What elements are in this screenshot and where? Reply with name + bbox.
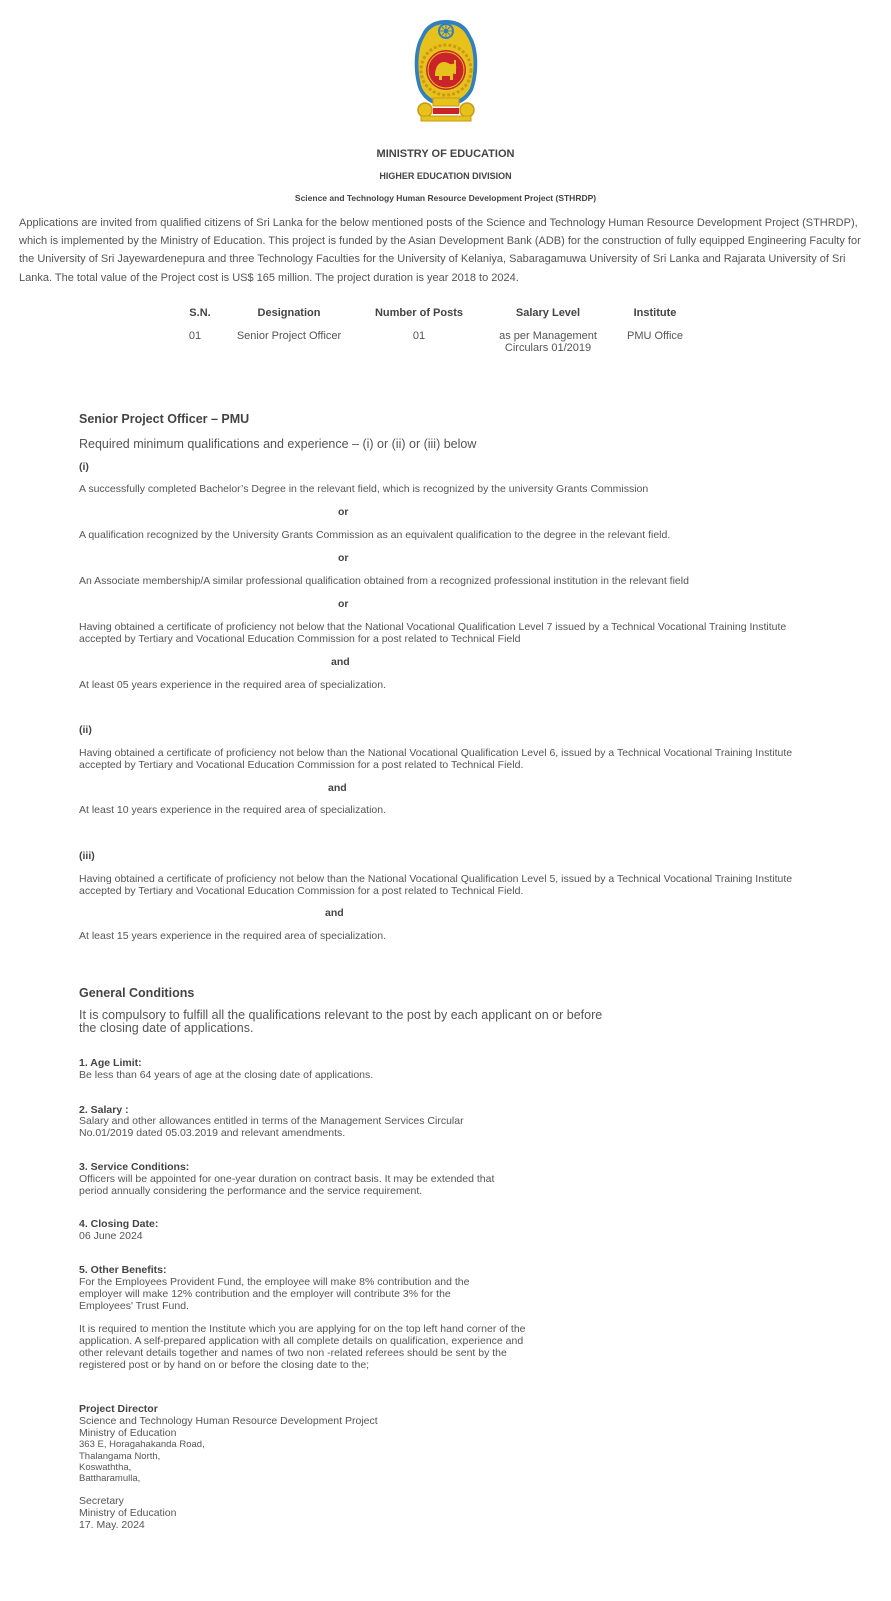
and-separator: and bbox=[331, 656, 350, 668]
table-cell-sn: 01 bbox=[188, 330, 202, 342]
benefits-text-line2: employer will make 12% contribution and the employer will contribute 3% for the bbox=[79, 1288, 451, 1300]
and-separator: and bbox=[325, 907, 344, 919]
salary-text-line2: No.01/2019 dated 05.03.2019 and relevant amendments. bbox=[79, 1127, 346, 1139]
table-cell-designation: Senior Project Officer bbox=[236, 330, 342, 342]
general-conditions-title: General Conditions bbox=[79, 986, 195, 1000]
option-i-qualification-4-line2: accepted by Tertiary and Vocational Education Commission for a post related to Technical Field bbox=[79, 633, 521, 645]
option-iii-experience: At least 15 years experience in the required area of specialization. bbox=[79, 930, 387, 942]
option-iii-qualification-line2: accepted by Tertiary and Vocational Education Commission for a post related to Technical Field. bbox=[79, 885, 524, 897]
benefits-text-line1: For the Employees Provident Fund, the employee will make 8% contribution and the bbox=[79, 1276, 470, 1288]
age-limit-text: Be less than 64 years of age at the closing date of applications. bbox=[79, 1069, 374, 1081]
table-cell-institute: PMU Office bbox=[626, 330, 684, 342]
table-cell-salary-line2: Circulars 01/2019 bbox=[504, 342, 592, 354]
address-line-2: Ministry of Education bbox=[79, 1427, 177, 1439]
or-separator: or bbox=[338, 506, 349, 518]
option-i-qualification-3: An Associate membership/A similar professional qualification obtained from a recognized professional institution in the relevant field bbox=[79, 575, 689, 587]
table-cell-salary-line1: as per Management bbox=[499, 330, 597, 342]
address-line-5: Koswaththa, bbox=[79, 1462, 132, 1473]
option-i-qualification-1: A successfully completed Bachelor’s Degree in the relevant field, which is recognized by the university Grants Commission bbox=[79, 483, 649, 495]
age-limit-title: 1. Age Limit: bbox=[79, 1057, 142, 1069]
apply-text-line2: application. A self-prepared application with all complete details on qualification, experience and bbox=[79, 1335, 524, 1347]
or-separator: or bbox=[338, 598, 349, 610]
address-line-4: Thalangama North, bbox=[79, 1451, 161, 1462]
salary-title: 2. Salary : bbox=[79, 1104, 129, 1116]
post-title: Senior Project Officer – PMU bbox=[79, 412, 250, 426]
signature-date: 17. May. 2024 bbox=[79, 1519, 145, 1531]
option-ii-qualification-line1: Having obtained a certificate of proficiency not below than the National Vocational Qualification Level 6, issued by a Technical Vocational Training Institute bbox=[79, 747, 793, 759]
apply-text-line4: registered post or by hand on or before the closing date to the; bbox=[79, 1359, 370, 1371]
option-i-qualification-2: A qualification recognized by the University Grants Commission as an equivalent qualification to the degree in the relevant field. bbox=[79, 529, 671, 541]
option-iii-qualification-line1: Having obtained a certificate of proficiency not below than the National Vocational Qualification Level 5, issued by a Technical Vocational Training Institute bbox=[79, 873, 793, 885]
benefits-text-line3: Employees' Trust Fund. bbox=[79, 1300, 189, 1312]
general-intro-line1: It is compulsory to fulfill all the qualifications relevant to the post by each applicant on or before bbox=[79, 1008, 603, 1022]
option-i-label: (i) bbox=[79, 461, 89, 473]
table-header-institute: Institute bbox=[633, 307, 677, 319]
address-line-6: Battharamulla, bbox=[79, 1473, 141, 1484]
division-heading: HIGHER EDUCATION DIVISION bbox=[379, 171, 512, 181]
address-line-1: Science and Technology Human Resource Development Project bbox=[79, 1415, 378, 1427]
general-intro-line2: the closing date of applications. bbox=[79, 1021, 254, 1035]
address-line-3: 363 E, Horagahakanda Road, bbox=[79, 1439, 205, 1450]
closing-date-title: 4. Closing Date: bbox=[79, 1218, 159, 1230]
option-ii-label: (ii) bbox=[79, 724, 92, 736]
other-benefits-title: 5. Other Benefits: bbox=[79, 1264, 167, 1276]
option-ii-experience: At least 10 years experience in the required area of specialization. bbox=[79, 804, 387, 816]
service-text-line1: Officers will be appointed for one-year duration on contract basis. It may be extended that bbox=[79, 1173, 495, 1185]
apply-text-line1: It is required to mention the Institute which you are applying for on the top left hand corner of the bbox=[79, 1323, 526, 1335]
sri-lanka-emblem-icon bbox=[407, 18, 485, 124]
post-subtitle: Required minimum qualifications and experience – (i) or (ii) or (iii) below bbox=[79, 437, 477, 451]
signature-title: Secretary bbox=[79, 1495, 124, 1507]
table-header-designation: Designation bbox=[257, 307, 321, 319]
table-cell-posts: 01 bbox=[412, 330, 426, 342]
closing-date-value: 06 June 2024 bbox=[79, 1230, 143, 1242]
or-separator: or bbox=[338, 552, 349, 564]
and-separator: and bbox=[328, 782, 347, 794]
apply-text-line3: other relevant details together and names of two non -related referees should be sent by the bbox=[79, 1347, 507, 1359]
address-title: Project Director bbox=[79, 1403, 158, 1415]
table-header-sn: S.N. bbox=[189, 307, 211, 319]
project-heading: Science and Technology Human Resource Development Project (STHRDP) bbox=[294, 193, 597, 203]
signature-org: Ministry of Education bbox=[79, 1507, 177, 1519]
salary-text-line1: Salary and other allowances entitled in terms of the Management Services Circular bbox=[79, 1115, 464, 1127]
service-conditions-title: 3. Service Conditions: bbox=[79, 1161, 190, 1173]
option-i-experience: At least 05 years experience in the required area of specialization. bbox=[79, 679, 387, 691]
table-header-posts: Number of Posts bbox=[374, 307, 463, 319]
table-header-salary: Salary Level bbox=[515, 307, 581, 319]
option-iii-label: (iii) bbox=[79, 850, 95, 862]
option-ii-qualification-line2: accepted by Tertiary and Vocational Education Commission for a post related to Technical Field. bbox=[79, 759, 524, 771]
option-i-qualification-4-line1: Having obtained a certificate of proficiency not below that the National Vocational Qualification Level 7 issued by a Technical Vocational Training Institute bbox=[79, 621, 787, 633]
ministry-heading: MINISTRY OF EDUCATION bbox=[376, 148, 515, 160]
service-text-line2: period annually considering the performance and the service requirement. bbox=[79, 1185, 423, 1197]
intro-paragraph: Applications are invited from qualified citizens of Sri Lanka for the below mentioned posts of the Science and Technology Human Resource Development Project (STHRDP), which is implemented by the Ministry of Education. This project is funded by the Asian Development Bank (ADB) for the construction of fully equipped Engineering Faculty for the University of Sri Jayewardenepura and three Technology Faculties for the University of Kelaniya, Sabaragamuwa University of Sri Lanka and Rajarata University of Sri Lanka. The total value of the Project cost is US$ 165 million. The project duration is year 2018 to 2024. bbox=[19, 217, 861, 284]
